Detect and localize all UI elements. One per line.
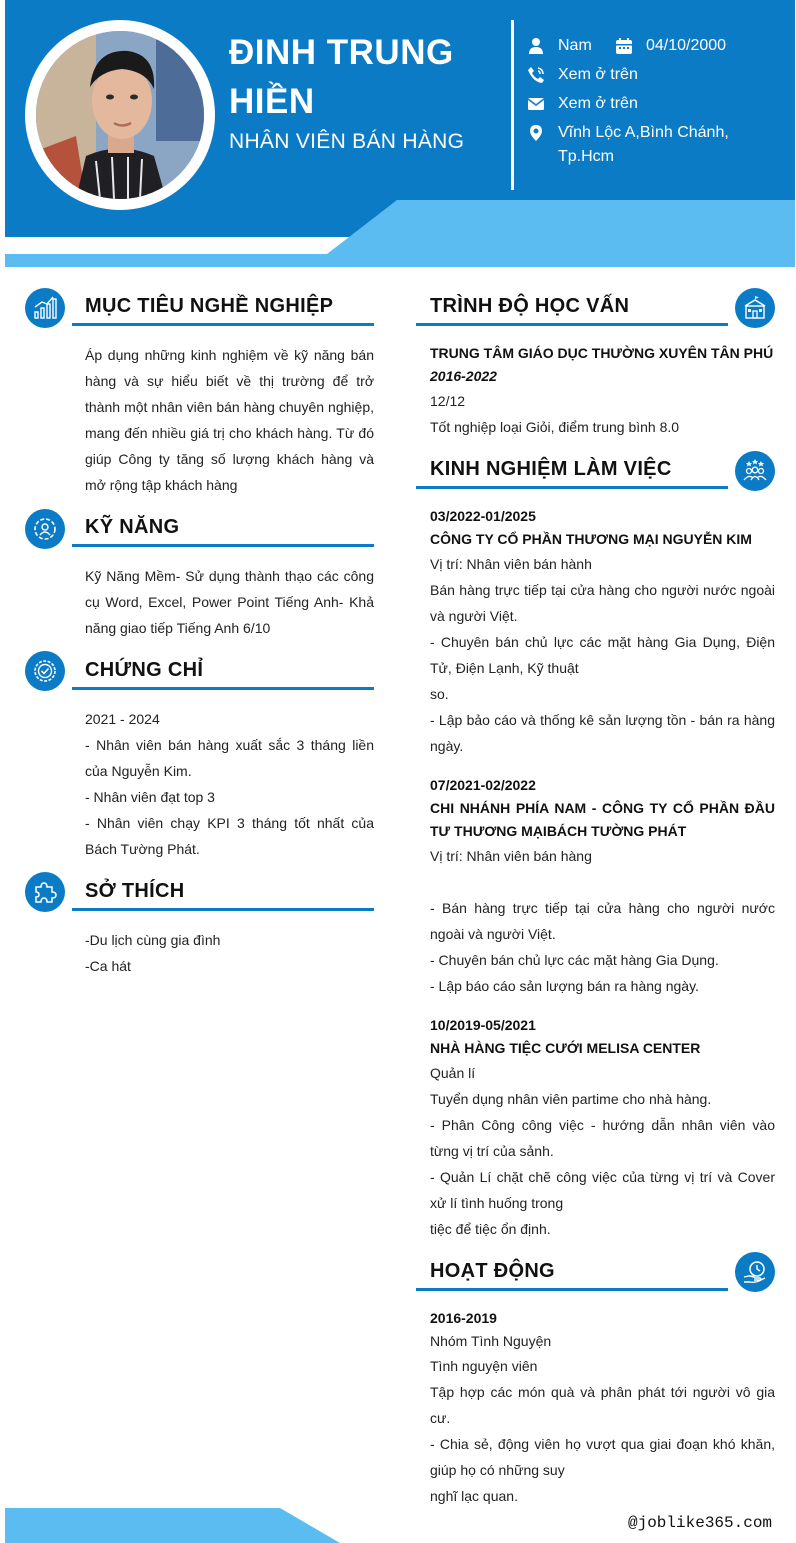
school-building-icon xyxy=(735,288,775,328)
education-period: 2016-2022 xyxy=(430,368,497,384)
name-line-1: ĐINH TRUNG xyxy=(229,33,454,72)
birthdate-value: 04/10/2000 xyxy=(646,37,727,54)
calendar-icon xyxy=(615,37,633,55)
education-underline xyxy=(416,323,728,326)
activities-underline xyxy=(416,1288,728,1291)
job-company: CHI NHÁNH PHÍA NAM - CÔNG TY CỔ PHẦN ĐẦU TƯ THƯƠNG MẠIBÁCH TƯỜNG PHÁT xyxy=(430,800,775,839)
job-entry xyxy=(430,505,775,759)
job-line: Vị trí: Nhân viên bán hành xyxy=(430,556,592,572)
objective-underline xyxy=(72,323,374,326)
education-grade: 12/12 xyxy=(430,393,466,409)
job-line: - Quản Lí chặt chẽ công việc của từng vị trí và Cover xử lí tình huống trong xyxy=(430,1169,775,1211)
certificates-title: CHỨNG CHỈ xyxy=(85,659,204,681)
activity-line: - Chia sẻ, động viên họ vượt qua giai đoạn khó khăn, giúp họ có những suy xyxy=(430,1436,775,1478)
contact-birthdate xyxy=(615,34,726,58)
chart-icon xyxy=(25,288,65,328)
hobbies-list xyxy=(85,927,374,979)
footer-decoration xyxy=(5,1508,340,1543)
team-stars-icon xyxy=(735,451,775,491)
job-line: - Chuyên bán chủ lực các mặt hàng Gia Dụng. xyxy=(430,952,719,968)
job-line: - Chuyên bán chủ lực các mặt hàng Gia Dụng, Điện Tử, Điện Lạnh, Kỹ thuật xyxy=(430,634,775,676)
avatar xyxy=(36,31,204,199)
job-line: - Phân Công công việc - hướng dẫn nhân viên vào từng vị trí của sảnh. xyxy=(430,1117,775,1159)
education-title: TRÌNH ĐỘ HỌC VẤN xyxy=(430,295,630,317)
certificate-item: - Nhân viên chạy KPI 3 tháng tốt nhất của Bách Tường Phát. xyxy=(85,815,374,857)
job-period: 10/2019-05/2021 xyxy=(430,1017,536,1033)
activity-line: Tình nguyện viên xyxy=(430,1358,538,1374)
job-line: tiệc để tiệc ổn định. xyxy=(430,1221,551,1237)
person-icon xyxy=(527,37,545,55)
phone-icon xyxy=(527,66,545,84)
activity-entry xyxy=(430,1307,775,1509)
hobby-item: -Ca hát xyxy=(85,958,131,974)
experience-underline xyxy=(416,486,728,489)
envelope-icon xyxy=(527,95,545,113)
job-line: Vị trí: Nhân viên bán hàng xyxy=(430,848,592,864)
job-company: NHÀ HÀNG TIỆC CƯỚI MELISA CENTER xyxy=(430,1040,701,1056)
badge-check-icon xyxy=(25,651,65,691)
experience-title: KINH NGHIỆM LÀM VIỆC xyxy=(430,458,672,480)
job-line: - Lập bảo cáo và thống kê sản lượng tồn - bán ra hàng ngày. xyxy=(430,712,775,754)
gender-value: Nam xyxy=(558,37,592,54)
skills-title: KỸ NĂNG xyxy=(85,516,180,538)
job-period: 03/2022-01/2025 xyxy=(430,508,536,524)
activities-title: HOẠT ĐỘNG xyxy=(430,1260,555,1282)
hobbies-underline xyxy=(72,908,374,911)
contact-gender xyxy=(527,34,592,58)
hobbies-title: SỞ THÍCH xyxy=(85,880,185,902)
activity-line: nghĩ lạc quan. xyxy=(430,1488,518,1504)
email-value: Xem ở trên xyxy=(558,95,638,112)
job-line: Tuyển dụng nhân viên partime cho nhà hàng. xyxy=(430,1091,712,1107)
job-line: Quản lí xyxy=(430,1065,476,1081)
address-value: Vĩnh Lộc A,Bình Chánh, Tp.Hcm xyxy=(558,124,729,165)
certificates-underline xyxy=(72,687,374,690)
job-entry xyxy=(430,774,775,999)
clock-hand-icon xyxy=(735,1252,775,1292)
contact-address xyxy=(527,121,758,169)
activity-org: Nhóm Tình Nguyện xyxy=(430,1333,552,1349)
skills-text: Kỹ Năng Mềm- Sử dụng thành thạo các công cụ Word, Excel, Power Point Tiếng Anh- Khả năng giao tiếp Tiếng Anh 6/10 xyxy=(85,568,374,636)
activity-period: 2016-2019 xyxy=(430,1310,497,1326)
job-company: CÔNG TY CỔ PHẦN THƯƠNG MẠI NGUYỄN KIM xyxy=(430,531,752,547)
objective-text: Áp dụng những kinh nghiệm về kỹ năng bán hàng và sự hiểu biết về thị trường để trở thành một nhân viên bán hàng chuyên nghiệp, mang đến nhiều giá trị cho khách hàng. Từ đó giúp Công ty tăng số lượng khách hàng và mở rộng tập khách hàng xyxy=(85,347,374,493)
job-line: - Lập báo cáo sản lượng bán ra hàng ngày. xyxy=(430,978,699,994)
job-line: so. xyxy=(430,686,449,702)
location-pin-icon xyxy=(527,124,545,142)
job-title: NHÂN VIÊN BÁN HÀNG xyxy=(229,130,465,153)
job-line-blank xyxy=(430,869,775,895)
certificate-item: - Nhân viên đạt top 3 xyxy=(85,789,215,805)
avatar-photo xyxy=(36,31,204,199)
job-period: 07/2021-02/2022 xyxy=(430,777,536,793)
activity-line: Tập hợp các món quà và phân phát tới người vô gia cư. xyxy=(430,1384,775,1426)
job-line: - Bán hàng trực tiếp tại cửa hàng cho người nước ngoài và người Việt. xyxy=(430,900,775,942)
cv-header xyxy=(5,0,795,267)
certificates-period: 2021 - 2024 xyxy=(85,711,160,727)
gear-person-icon xyxy=(25,509,65,549)
education-details xyxy=(430,342,775,440)
hobby-item: -Du lịch cùng gia đình xyxy=(85,932,221,948)
education-result: Tốt nghiệp loại Giỏi, điểm trung bình 8.0 xyxy=(430,419,680,435)
job-line: Bán hàng trực tiếp tại cửa hàng cho người nước ngoài và người Việt. xyxy=(430,582,775,624)
job-entry xyxy=(430,1014,775,1242)
skills-underline xyxy=(72,544,374,547)
school-name: TRUNG TÂM GIÁO DỤC THƯỜNG XUYÊN TÂN PHÚ xyxy=(430,345,774,361)
header-divider xyxy=(511,20,514,190)
contact-phone xyxy=(527,63,638,87)
footer-brand: @joblike365.com xyxy=(628,1514,773,1532)
phone-value: Xem ở trên xyxy=(558,66,638,83)
puzzle-icon xyxy=(25,872,65,912)
name-line-2: HIỀN xyxy=(229,82,315,121)
certificates-list xyxy=(85,706,374,862)
certificate-item: - Nhân viên bán hàng xuất sắc 3 tháng liền của Nguyễn Kim. xyxy=(85,737,374,779)
objective-title: MỤC TIÊU NGHỀ NGHIỆP xyxy=(85,295,334,317)
contact-email xyxy=(527,92,638,116)
